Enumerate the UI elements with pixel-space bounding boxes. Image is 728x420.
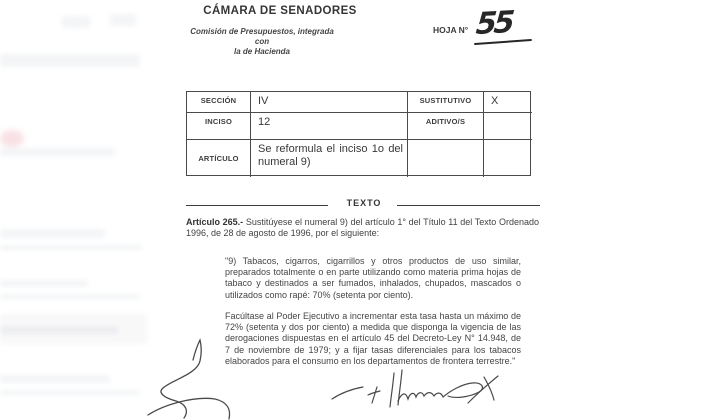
aditivos-value-cell bbox=[484, 113, 532, 140]
classification-table bbox=[186, 91, 531, 176]
scan-bleedthrough-artifact bbox=[0, 326, 118, 334]
articulo-value-cell: Se reformula el inciso 1o del numeral 9) bbox=[251, 140, 408, 177]
scan-bleedthrough-artifact bbox=[0, 130, 24, 147]
articulo-label-cell: ARTÍCULO bbox=[187, 140, 251, 177]
sustitutivo-label-cell: SUSTITUTIVO bbox=[408, 92, 484, 113]
scan-bleedthrough-artifact bbox=[0, 54, 140, 67]
empty-cell bbox=[408, 140, 484, 177]
committee-subtitle-line1: Comisión de Presupuestos, integrada con bbox=[190, 27, 334, 46]
scan-bleedthrough-artifact bbox=[0, 375, 110, 383]
scan-bleedthrough-artifact bbox=[0, 245, 142, 250]
left-signature bbox=[148, 340, 230, 419]
sustitutivo-value-cell: X bbox=[484, 92, 532, 113]
seccion-value-cell: IV bbox=[251, 92, 408, 113]
texto-divider-line-right bbox=[397, 205, 540, 206]
inciso-value-cell: 12 bbox=[251, 113, 408, 140]
scan-bleedthrough-artifact bbox=[0, 390, 140, 395]
right-signature bbox=[332, 370, 498, 407]
article-number-label: Artículo 265.- bbox=[186, 217, 244, 227]
committee-subtitle bbox=[182, 27, 342, 57]
quoted-paragraph-2: Facúltase al Poder Ejecutivo a incrementar esta tasa hasta un máximo de 72% (setenta y dos por ciento) a medida que disponga la vigencia de las derogaciones dispuestas en el artículo 45 del Decreto-Ley N° 14.948, de 7 de noviembre de 1979; y a fijar tasas diferenciales para los tabacos elaborados para el consumo en los departamentos de frontera terrestre." bbox=[225, 311, 521, 366]
article-paragraph bbox=[186, 217, 539, 239]
empty-cell bbox=[484, 140, 532, 177]
chamber-title: CÁMARA DE SENADORES bbox=[203, 5, 357, 17]
scan-bleedthrough-artifact bbox=[0, 229, 105, 238]
sheet-number-handwritten: 55 bbox=[474, 4, 514, 43]
scan-bleedthrough-artifact bbox=[0, 294, 140, 299]
aditivos-label-cell: ADITIVO/S bbox=[408, 113, 484, 140]
article-intro-text: Sustitúyese el numeral 9) del artículo 1° del Título 11 del Texto Ordenado 1996, de 28 de agosto de 1996, por el siguiente: bbox=[186, 217, 539, 239]
scan-bleedthrough-artifact bbox=[0, 280, 88, 287]
quoted-paragraph-1: "9) Tabacos, cigarros, cigarrillos y otros productos de uso similar, preparados totalmente o en parte utilizando como materia prima hojas de tabaco y destinados a ser fumados, inhalados, chupados, mascados o utilizados como rapé: 70% (setenta por ciento). bbox=[225, 256, 521, 300]
scan-bleedthrough-artifact bbox=[110, 14, 136, 26]
inciso-label-cell: INCISO bbox=[187, 113, 251, 140]
texto-divider-line-left bbox=[186, 205, 328, 206]
texto-section-heading: TEXTO bbox=[346, 198, 382, 208]
scan-bleedthrough-artifact bbox=[0, 148, 115, 156]
scan-bleedthrough-artifact bbox=[62, 16, 90, 28]
committee-subtitle-line2: la de Hacienda bbox=[233, 47, 291, 56]
seccion-label-cell: SECCIÓN bbox=[187, 92, 251, 113]
sheet-number-label: HOJA N° bbox=[433, 25, 469, 35]
